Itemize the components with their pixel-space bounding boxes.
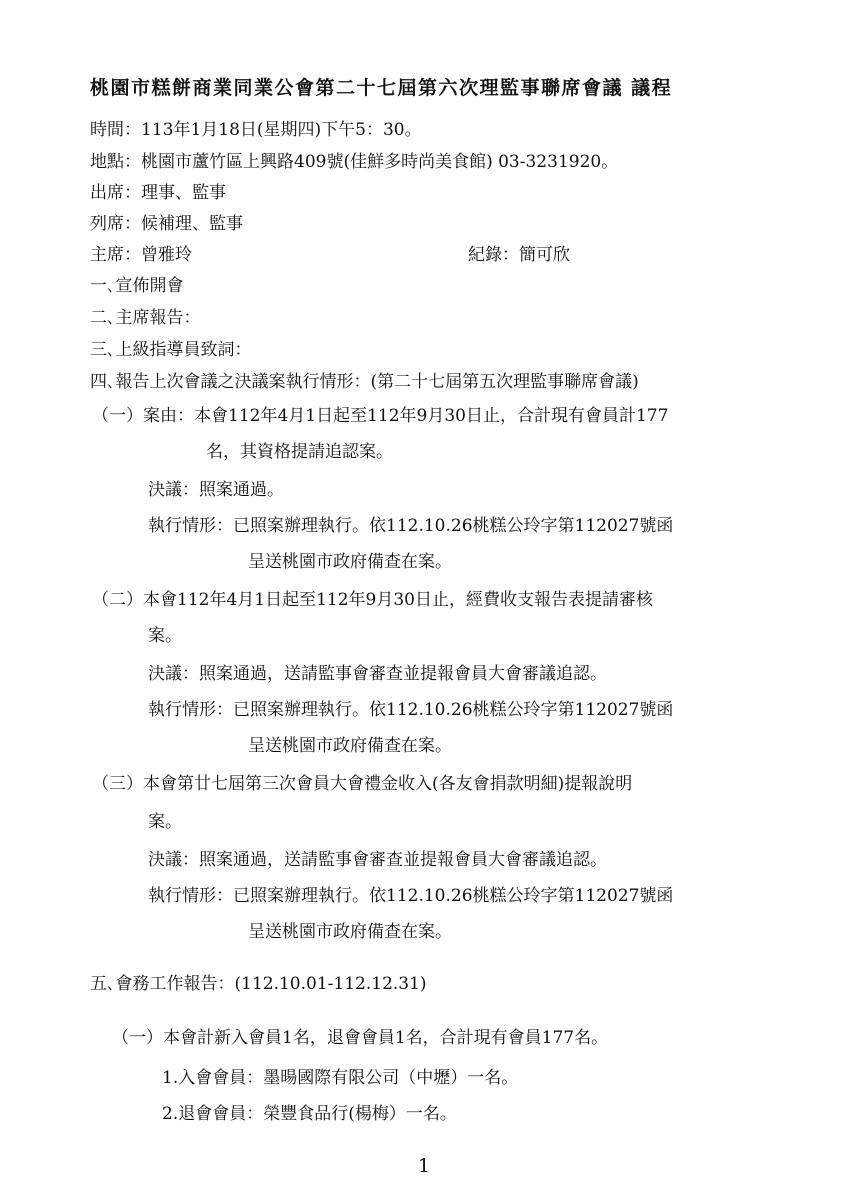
case-3-execution-line-1: 執行情形：已照案辦理執行。依112.10.26桃糕公玲字第112027號函 (148, 886, 674, 906)
meeting-place: 地點：桃園市蘆竹區上興路409號(佳鮮多時尚美食館) 03-3231920。 (90, 152, 619, 172)
agenda-item-4: 四､報告上次會議之決議案執行情形：(第二十七屆第五次理監事聯席會議) (90, 372, 639, 392)
case-1-execution-line-1: 執行情形：已照案辦理執行。依112.10.26桃糕公玲字第112027號函 (148, 516, 674, 536)
case-3-resolution: 決議：照案通過，送請監事會審查並提報會員大會審議追認。 (148, 850, 607, 870)
case-1-line-1: （一）案由：本會112年4月1日起至112年9月30日止，合計現有會員計177 (92, 406, 669, 426)
attendees: 出席：理事、監事 (90, 183, 226, 203)
case-2-execution-line-2: 呈送桃園市政府備查在案。 (248, 736, 452, 756)
agenda-item-2: 二､主席報告： (90, 308, 201, 328)
case-2-execution-line-1: 執行情形：已照案辦理執行。依112.10.26桃糕公玲字第112027號函 (148, 700, 674, 720)
case-1-resolution: 決議：照案通過。 (148, 480, 284, 500)
document-title: 桃園市糕餅商業同業公會第二十七屆第六次理監事聯席會議 議程 (90, 77, 673, 99)
case-1-line-2: 名，其資格提請追認案。 (206, 442, 393, 462)
case-2-line-2: 案。 (148, 626, 182, 646)
case-3-line-1: （三）本會第廿七屆第三次會員大會禮金收入(各友會捐款明細)提報說明 (92, 774, 633, 794)
meeting-time: 時間：113年1月18日(星期四)下午5：30。 (90, 120, 422, 140)
chairperson: 主席：曾雅玲 (90, 245, 192, 265)
case-3-line-2: 案。 (148, 812, 182, 832)
agenda-item-1: 一､宣佈開會 (90, 276, 184, 296)
withdrawn-member-entry: 2.退會會員：榮豐食品行(楊梅）一名。 (162, 1104, 457, 1124)
new-member-entry: 1.入會會員：墨暘國際有限公司（中壢）一名。 (162, 1068, 519, 1088)
case-2-line-1: （二）本會112年4月1日起至112年9月30日止，經費收支報告表提請審核 (92, 590, 653, 610)
membership-summary: （一）本會計新入會員1名，退會會員1名，合計現有會員177名。 (112, 1028, 609, 1048)
case-1-execution-line-2: 呈送桃園市政府備查在案。 (248, 552, 452, 572)
work-report-heading: 五､會務工作報告：(112.10.01-112.12.31) (90, 974, 427, 994)
recorder: 紀錄：簡可欣 (468, 245, 570, 265)
agenda-item-3: 三､上級指導員致詞： (90, 340, 252, 360)
page-number: 1 (418, 1155, 431, 1177)
observers: 列席：候補理、監事 (90, 214, 243, 234)
case-3-execution-line-2: 呈送桃園市政府備查在案。 (248, 922, 452, 942)
case-2-resolution: 決議：照案通過，送請監事會審查並提報會員大會審議追認。 (148, 664, 607, 684)
